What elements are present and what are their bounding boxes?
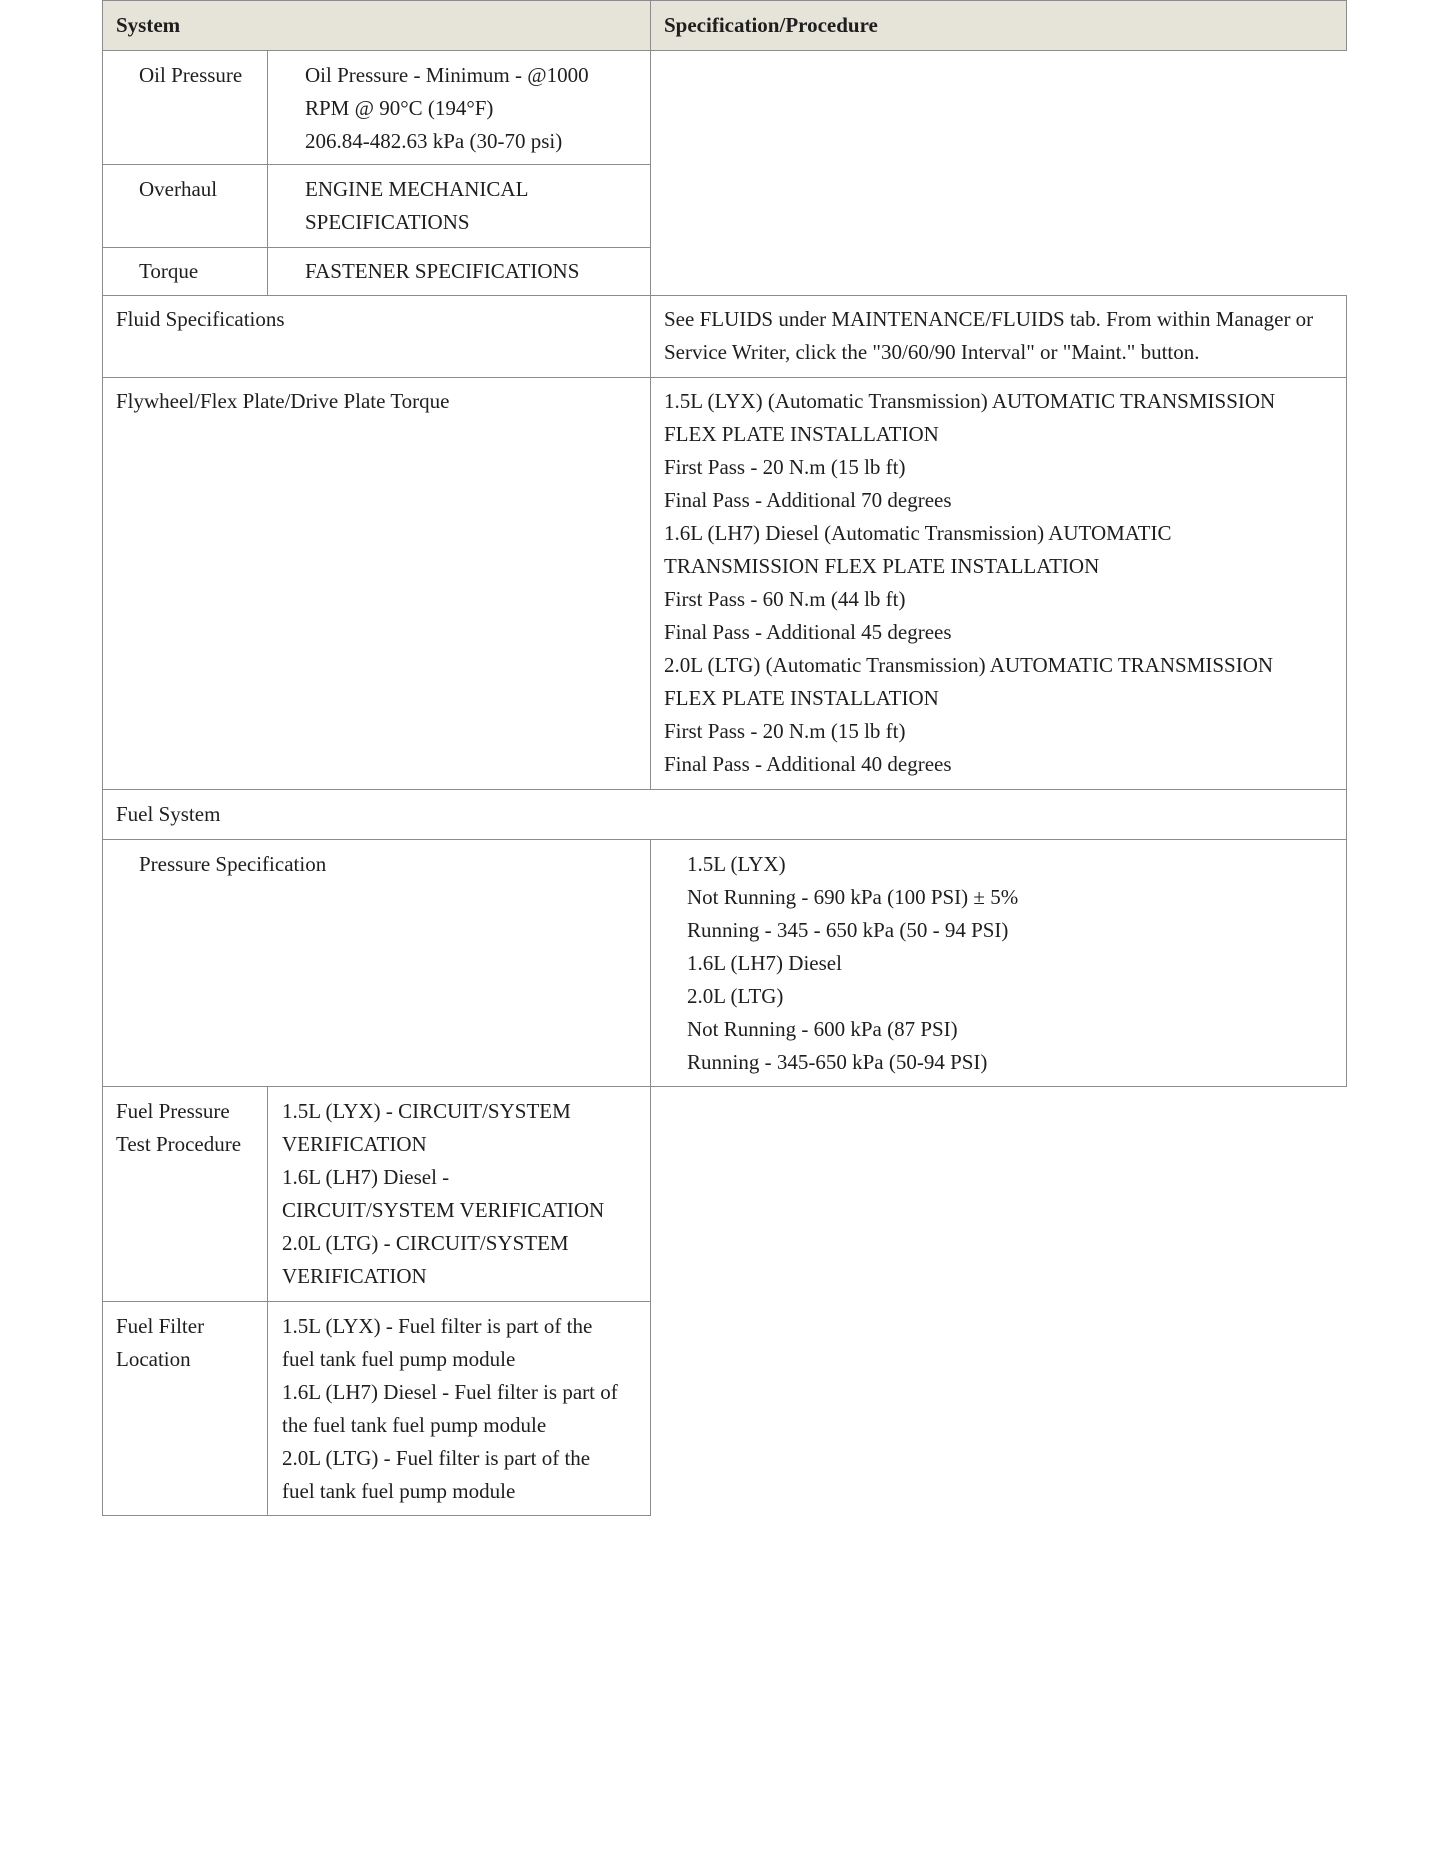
- fuel-filter-label: Location: [116, 1347, 191, 1371]
- fuel-filter-line: 2.0L (LTG) - Fuel filter is part of the: [282, 1446, 591, 1470]
- fuel-pressure-test-line: CIRCUIT/SYSTEM VERIFICATION: [282, 1198, 605, 1222]
- overhaul-label: Overhaul: [139, 177, 218, 201]
- fuel-filter-label-cell: [102, 1301, 268, 1516]
- fuel-system-cell: [102, 789, 1347, 840]
- fluid-specs-value-cell: [650, 295, 1347, 378]
- fluid-specs-line: See FLUIDS under MAINTENANCE/FLUIDS tab. From within Manager or: [664, 307, 1314, 331]
- flywheel-label: Flywheel/Flex Plate/Drive Plate Torque: [116, 389, 450, 413]
- torque-value-cell: [267, 247, 651, 296]
- pressure-spec-line: 2.0L (LTG): [687, 984, 784, 1008]
- overhaul-value-cell: [267, 164, 651, 248]
- flywheel-line: TRANSMISSION FLEX PLATE INSTALLATION: [664, 554, 1100, 578]
- pressure-spec-line: Running - 345-650 kPa (50-94 PSI): [687, 1050, 988, 1074]
- overhaul-line: SPECIFICATIONS: [305, 210, 470, 234]
- pressure-spec-line: Running - 345 - 650 kPa (50 - 94 PSI): [687, 918, 1009, 942]
- pressure-spec-line: Not Running - 690 kPa (100 PSI) ± 5%: [687, 885, 1019, 909]
- fuel-system-label: Fuel System: [116, 802, 221, 826]
- fuel-filter-line: the fuel tank fuel pump module: [282, 1413, 547, 1437]
- flywheel-label-cell: [102, 377, 651, 790]
- flywheel-line: Final Pass - Additional 70 degrees: [664, 488, 952, 512]
- pressure-spec-value-cell: [650, 839, 1347, 1087]
- torque-line: FASTENER SPECIFICATIONS: [305, 259, 580, 283]
- oil-pressure-value-cell: [267, 50, 651, 165]
- flywheel-line: First Pass - 60 N.m (44 lb ft): [664, 587, 906, 611]
- header-system-cell: [102, 0, 651, 51]
- torque-label-cell: [102, 247, 268, 296]
- oil-pressure-line: Oil Pressure - Minimum - @1000: [305, 63, 589, 87]
- pressure-spec-line: 1.5L (LYX): [687, 852, 786, 876]
- fluid-specs-label-cell: [102, 295, 651, 378]
- fuel-pressure-test-line: 1.6L (LH7) Diesel -: [282, 1165, 450, 1189]
- fuel-pressure-test-value-cell: [267, 1086, 651, 1302]
- torque-label: Torque: [139, 259, 199, 283]
- overhaul-label-cell: [102, 164, 268, 248]
- header-system-label: System: [116, 13, 181, 37]
- fuel-filter-value-cell: [267, 1301, 651, 1516]
- fuel-filter-line: fuel tank fuel pump module: [282, 1479, 516, 1503]
- flywheel-line: FLEX PLATE INSTALLATION: [664, 422, 939, 446]
- flywheel-line: First Pass - 20 N.m (15 lb ft): [664, 455, 906, 479]
- flywheel-line: FLEX PLATE INSTALLATION: [664, 686, 939, 710]
- flywheel-line: 2.0L (LTG) (Automatic Transmission) AUTOMATIC TRANSMISSION: [664, 653, 1274, 677]
- flywheel-line: Final Pass - Additional 45 degrees: [664, 620, 952, 644]
- fluid-specs-line: Service Writer, click the "30/60/90 Interval" or "Maint." button.: [664, 340, 1200, 364]
- oil-pressure-line: 206.84-482.63 kPa (30-70 psi): [305, 129, 563, 153]
- oil-pressure-line: RPM @ 90°C (194°F): [305, 96, 494, 120]
- header-spec-cell: [650, 0, 1347, 51]
- fuel-pressure-test-line: 2.0L (LTG) - CIRCUIT/SYSTEM: [282, 1231, 569, 1255]
- fuel-pressure-test-line: VERIFICATION: [282, 1132, 427, 1156]
- fuel-pressure-test-label-cell: [102, 1086, 268, 1302]
- fuel-pressure-test-label: Fuel Pressure: [116, 1099, 230, 1123]
- flywheel-line: 1.5L (LYX) (Automatic Transmission) AUTOMATIC TRANSMISSION: [664, 389, 1276, 413]
- flywheel-value-cell: [650, 377, 1347, 790]
- fuel-filter-label: Fuel Filter: [116, 1314, 205, 1338]
- flywheel-line: 1.6L (LH7) Diesel (Automatic Transmission) AUTOMATIC: [664, 521, 1172, 545]
- fluid-specs-label: Fluid Specifications: [116, 307, 285, 331]
- header-spec-label: Specification/Procedure: [664, 13, 878, 37]
- pressure-spec-line: 1.6L (LH7) Diesel: [687, 951, 842, 975]
- flywheel-line: First Pass - 20 N.m (15 lb ft): [664, 719, 906, 743]
- pressure-spec-label-cell: [102, 839, 651, 1087]
- overhaul-line: ENGINE MECHANICAL: [305, 177, 529, 201]
- oil-pressure-label: Oil Pressure: [139, 63, 243, 87]
- flywheel-line: Final Pass - Additional 40 degrees: [664, 752, 952, 776]
- pressure-spec-line: Not Running - 600 kPa (87 PSI): [687, 1017, 958, 1041]
- oil-pressure-label-cell: [102, 50, 268, 165]
- fuel-filter-line: fuel tank fuel pump module: [282, 1347, 516, 1371]
- fuel-pressure-test-line: VERIFICATION: [282, 1264, 427, 1288]
- fuel-pressure-test-line: 1.5L (LYX) - CIRCUIT/SYSTEM: [282, 1099, 571, 1123]
- fuel-filter-line: 1.6L (LH7) Diesel - Fuel filter is part of: [282, 1380, 618, 1404]
- fuel-pressure-test-label: Test Procedure: [116, 1132, 242, 1156]
- fuel-filter-line: 1.5L (LYX) - Fuel filter is part of the: [282, 1314, 593, 1338]
- pressure-spec-label: Pressure Specification: [139, 852, 327, 876]
